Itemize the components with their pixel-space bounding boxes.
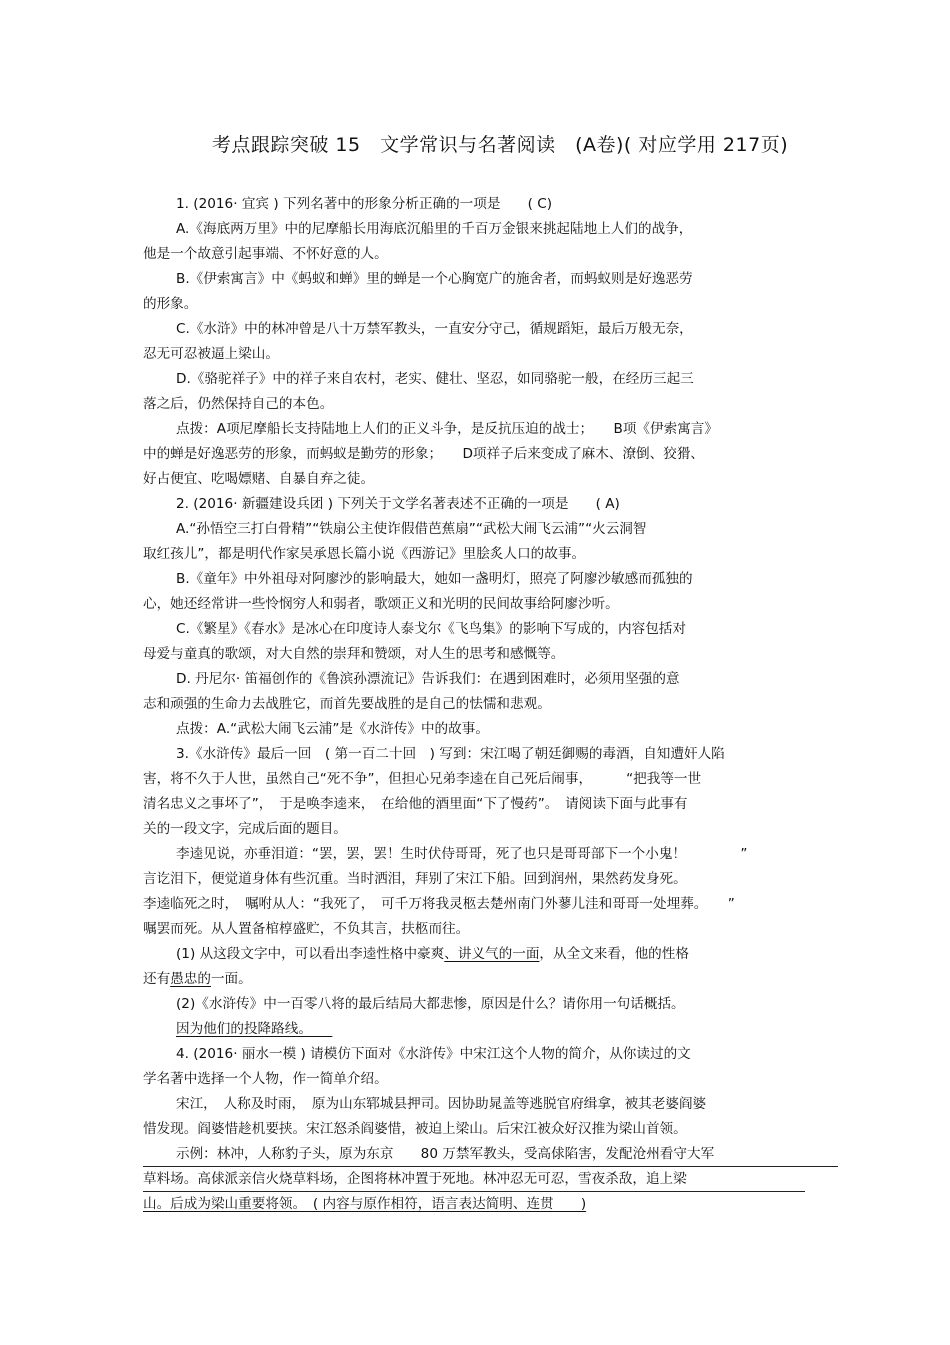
- text-line: 忍无可忍被逼上梁山。: [143, 346, 279, 362]
- text-line: 3.《水浒传》最后一回 ( 第一百二十回 ) 写到：宋江喝了朝廷御赐的毒酒，自知遭奸人陷: [176, 746, 725, 762]
- text-line: 4. (2016· 丽水一模 ) 请模仿下面对《水浒传》中宋江这个人物的简介，从你读过的文: [176, 1046, 691, 1062]
- text-line: 李逵见说，亦垂泪道：“罢，罢，罢！生时伏侍哥哥，死了也只是哥哥部下一个小鬼！ ”: [176, 846, 748, 862]
- text-line: 李逵临死之时， 嘱咐从人：“我死了， 可千万将我灵柩去楚州南门外蓼儿洼和哥哥一处埋葬。 ”: [143, 896, 735, 912]
- page-title: 考点跟踪突破 15 文学常识与名著阅读 (A卷)( 对应学用 217页): [211, 134, 789, 156]
- text-line: 1. (2016· 宜宾 ) 下列名著中的形象分析正确的一项是 ( C): [176, 196, 553, 212]
- text-line: 志和顽强的生命力去战胜它，而首先要战胜的是自己的怯懦和悲观。: [143, 696, 551, 712]
- text-line: D.《骆驼祥子》中的祥子来自农村，老实、健壮、坚忍，如同骆驼一般，在经历三起三: [176, 371, 694, 387]
- example-answer-line: [143, 1167, 805, 1192]
- question-1-line: [143, 942, 813, 967]
- text-line: A.《海底两万里》中的尼摩船长用海底沉船里的千百万金银来挑起陆地上人们的战争，: [176, 221, 693, 237]
- question-2-answer: [143, 1017, 813, 1042]
- text-line: 落之后，仍然保持自己的本色。: [143, 396, 334, 412]
- answer-blank: 因为他们的投降路线。: [176, 1021, 333, 1037]
- text-line: 言讫泪下，便觉道身体有些沉重。当时洒泪，拜别了宋江下船。回到润州，果然药发身死。: [143, 871, 687, 887]
- question-1-line-2: [143, 967, 813, 992]
- text-line: 取红孩儿”，都是明代作家吴承恩长篇小说《西游记》里脍炙人口的故事。: [143, 546, 586, 562]
- text-line: 清名忠义之事坏了”， 于是唤李逵来， 在给他的酒里面“下了慢药”。 请阅读下面与此事有: [143, 796, 688, 812]
- text-line: (2)《水浒传》中一百零八将的最后结局大都悲惨，原因是什么？请你用一句话概括。: [176, 996, 685, 1012]
- text-line: 心，她还经常讲一些怜悯穷人和弱者，歌颂正义和光明的民间故事给阿廖沙听。: [143, 596, 619, 612]
- text-line: 嘱罢而死。从人置备棺椁盛贮，不负其言，扶柩而往。: [143, 921, 470, 937]
- text-line: 宋江， 人称及时雨， 原为山东郓城县押司。因协助晁盖等逃脱官府缉拿，被其老婆阎婆: [176, 1096, 707, 1112]
- example-answer-line: [143, 1142, 838, 1167]
- text-line: A.“孙悟空三打白骨精”“铁扇公主使诈假借芭蕉扇”“武松大闹飞云浦”“火云洞智: [176, 521, 647, 537]
- text-line: 的形象。: [143, 296, 198, 312]
- answer-text: 草料场。高俅派亲信火烧草料场，企图将林冲置于死地。林冲忍无可忍，雪夜杀敌，追上梁: [143, 1171, 687, 1187]
- text-line: 2. (2016· 新疆建设兵团 ) 下列关于文学名著表述不正确的一项是 ( A): [176, 496, 620, 512]
- document-body: [143, 192, 813, 1217]
- text-line: 惜发现。阎婆惜趁机要挟。宋江怒杀阎婆惜，被迫上梁山。后宋江被众好汉推为梁山首领。: [143, 1121, 687, 1137]
- text-span: 还有: [143, 971, 171, 987]
- text-line: 点拨：A项尼摩船长支持陆地上人们的正义斗争，是反抗压迫的战士； B项《伊索寓言》: [176, 421, 718, 437]
- text-line: 害，将不久于人世，虽然自己“死不争”，但担心兄弟李逵在自己死后闹事， “把我等一世: [143, 771, 702, 787]
- text-line: 母爱与童真的歌颂，对大自然的崇拜和赞颂，对人生的思考和感慨等。: [143, 646, 565, 662]
- text-line: C.《繁星》《春水》是冰心在印度诗人泰戈尔《飞鸟集》的影响下写成的，内容包括对: [176, 621, 686, 637]
- example-answer-line: [143, 1192, 813, 1217]
- text-line: 他是一个故意引起事端、不怀好意的人。: [143, 246, 388, 262]
- text-line: 关的一段文字，完成后面的题目。: [143, 821, 347, 837]
- answer-text: 山。后成为梁山重要将领。 ( 内容与原作相符，语言表达简明、连贯 ): [143, 1196, 587, 1212]
- text-line: C.《水浒》中的林冲曾是八十万禁军教头，一直安分守己，循规蹈矩，最后万般无奈，: [176, 321, 693, 337]
- text-line: 点拨：A.“武松大闹飞云浦”是《水浒传》中的故事。: [176, 721, 489, 737]
- text-line: D. 丹尼尔· 笛福创作的《鲁滨孙漂流记》告诉我们：在遇到困难时，必须用坚强的意: [176, 671, 680, 687]
- text-line: B.《伊索寓言》中《蚂蚁和蝉》里的蝉是一个心胸宽广的施舍者，而蚂蚁则是好逸恶劳: [176, 271, 693, 287]
- text-line: 学名著中选择一个人物，作一简单介绍。: [143, 1071, 388, 1087]
- text-span: (1) 从这段文字中，可以看出李逵性格中豪爽: [176, 946, 445, 962]
- answer-blank: 、讲义气的一面: [444, 946, 540, 962]
- text-line: 好占便宜、吃喝嫖赌、自暴自弃之徒。: [143, 471, 375, 487]
- text-line: B.《童年》中外祖母对阿廖沙的影响最大，她如一盏明灯，照亮了阿廖沙敏感而孤独的: [176, 571, 693, 587]
- text-span: ，从全文来看，他的性格: [539, 946, 689, 962]
- text-line: 中的蝉是好逸恶劳的形象，而蚂蚁是勤劳的形象； D项祥子后来变成了麻木、潦倒、狡猾、: [143, 446, 705, 462]
- answer-blank: 愚忠的: [170, 971, 211, 987]
- text-span: 一面。: [210, 971, 252, 987]
- answer-text: 示例：林冲，人称豹子头，原为东京 80 万禁军教头，受高俅陷害，发配沧州看守大军: [176, 1146, 715, 1162]
